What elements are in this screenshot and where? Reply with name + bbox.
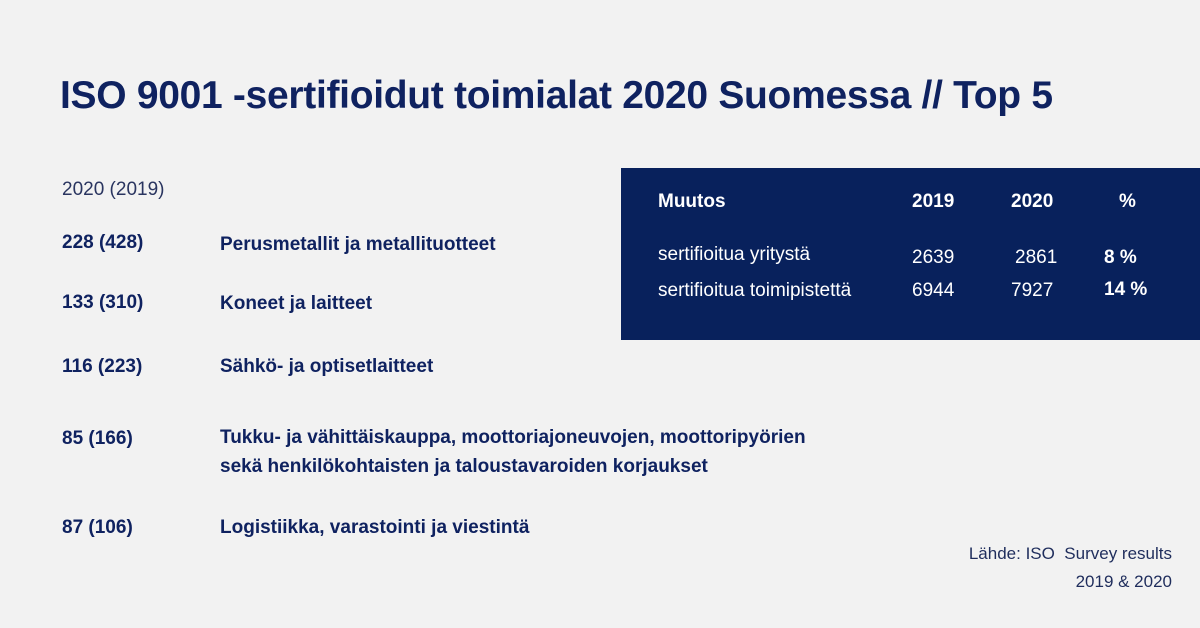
industry-name-line-2: sekä henkilökohtaisten ja taloustavaroiden korjaukset	[220, 456, 708, 477]
source-line-1: Lähde: ISO Survey results	[968, 544, 1172, 563]
stats-row-percent: 14 %	[1104, 279, 1148, 300]
industry-name-line-1: Tukku- ja vähittäiskauppa, moottoriajoneuvojen, moottoripyörien	[220, 427, 806, 448]
industry-name: Logistiikka, varastointi ja viestintä	[220, 517, 530, 538]
stats-row-2019: 2639	[912, 247, 955, 268]
stats-row-2020: 2861	[1015, 247, 1058, 268]
stats-row-label: sertifioitua yritystä	[658, 244, 811, 265]
industry-count: 228 (428)	[62, 232, 144, 253]
stats-header-2019: 2019	[912, 191, 955, 212]
stats-row-label: sertifioitua toimipistettä	[658, 280, 852, 301]
industry-name: Koneet ja laitteet	[220, 293, 373, 314]
stats-header-label: Muutos	[658, 191, 726, 212]
stats-row-2019: 6944	[912, 280, 955, 301]
stats-row-percent: 8 %	[1104, 247, 1137, 268]
stats-panel	[621, 168, 1200, 340]
industry-count: 87 (106)	[62, 517, 133, 538]
source-line-2: 2019 & 2020	[1075, 572, 1172, 591]
industry-count: 116 (223)	[62, 356, 143, 377]
stats-row-2020: 7927	[1011, 280, 1054, 301]
industry-name: Sähkö- ja optisetlaitteet	[220, 356, 434, 377]
source-note	[969, 540, 1172, 596]
industry-name: Perusmetallit ja metallituotteet	[220, 234, 496, 255]
stats-header-percent: %	[1119, 191, 1136, 212]
stats-header-2020: 2020	[1011, 191, 1054, 212]
industry-count: 85 (166)	[62, 428, 133, 449]
year-column-header: 2020 (2019)	[62, 179, 165, 200]
page-title: ISO 9001 -sertifioidut toimialat 2020 Suomessa // Top 5	[60, 74, 1053, 117]
industry-count: 133 (310)	[62, 292, 144, 313]
